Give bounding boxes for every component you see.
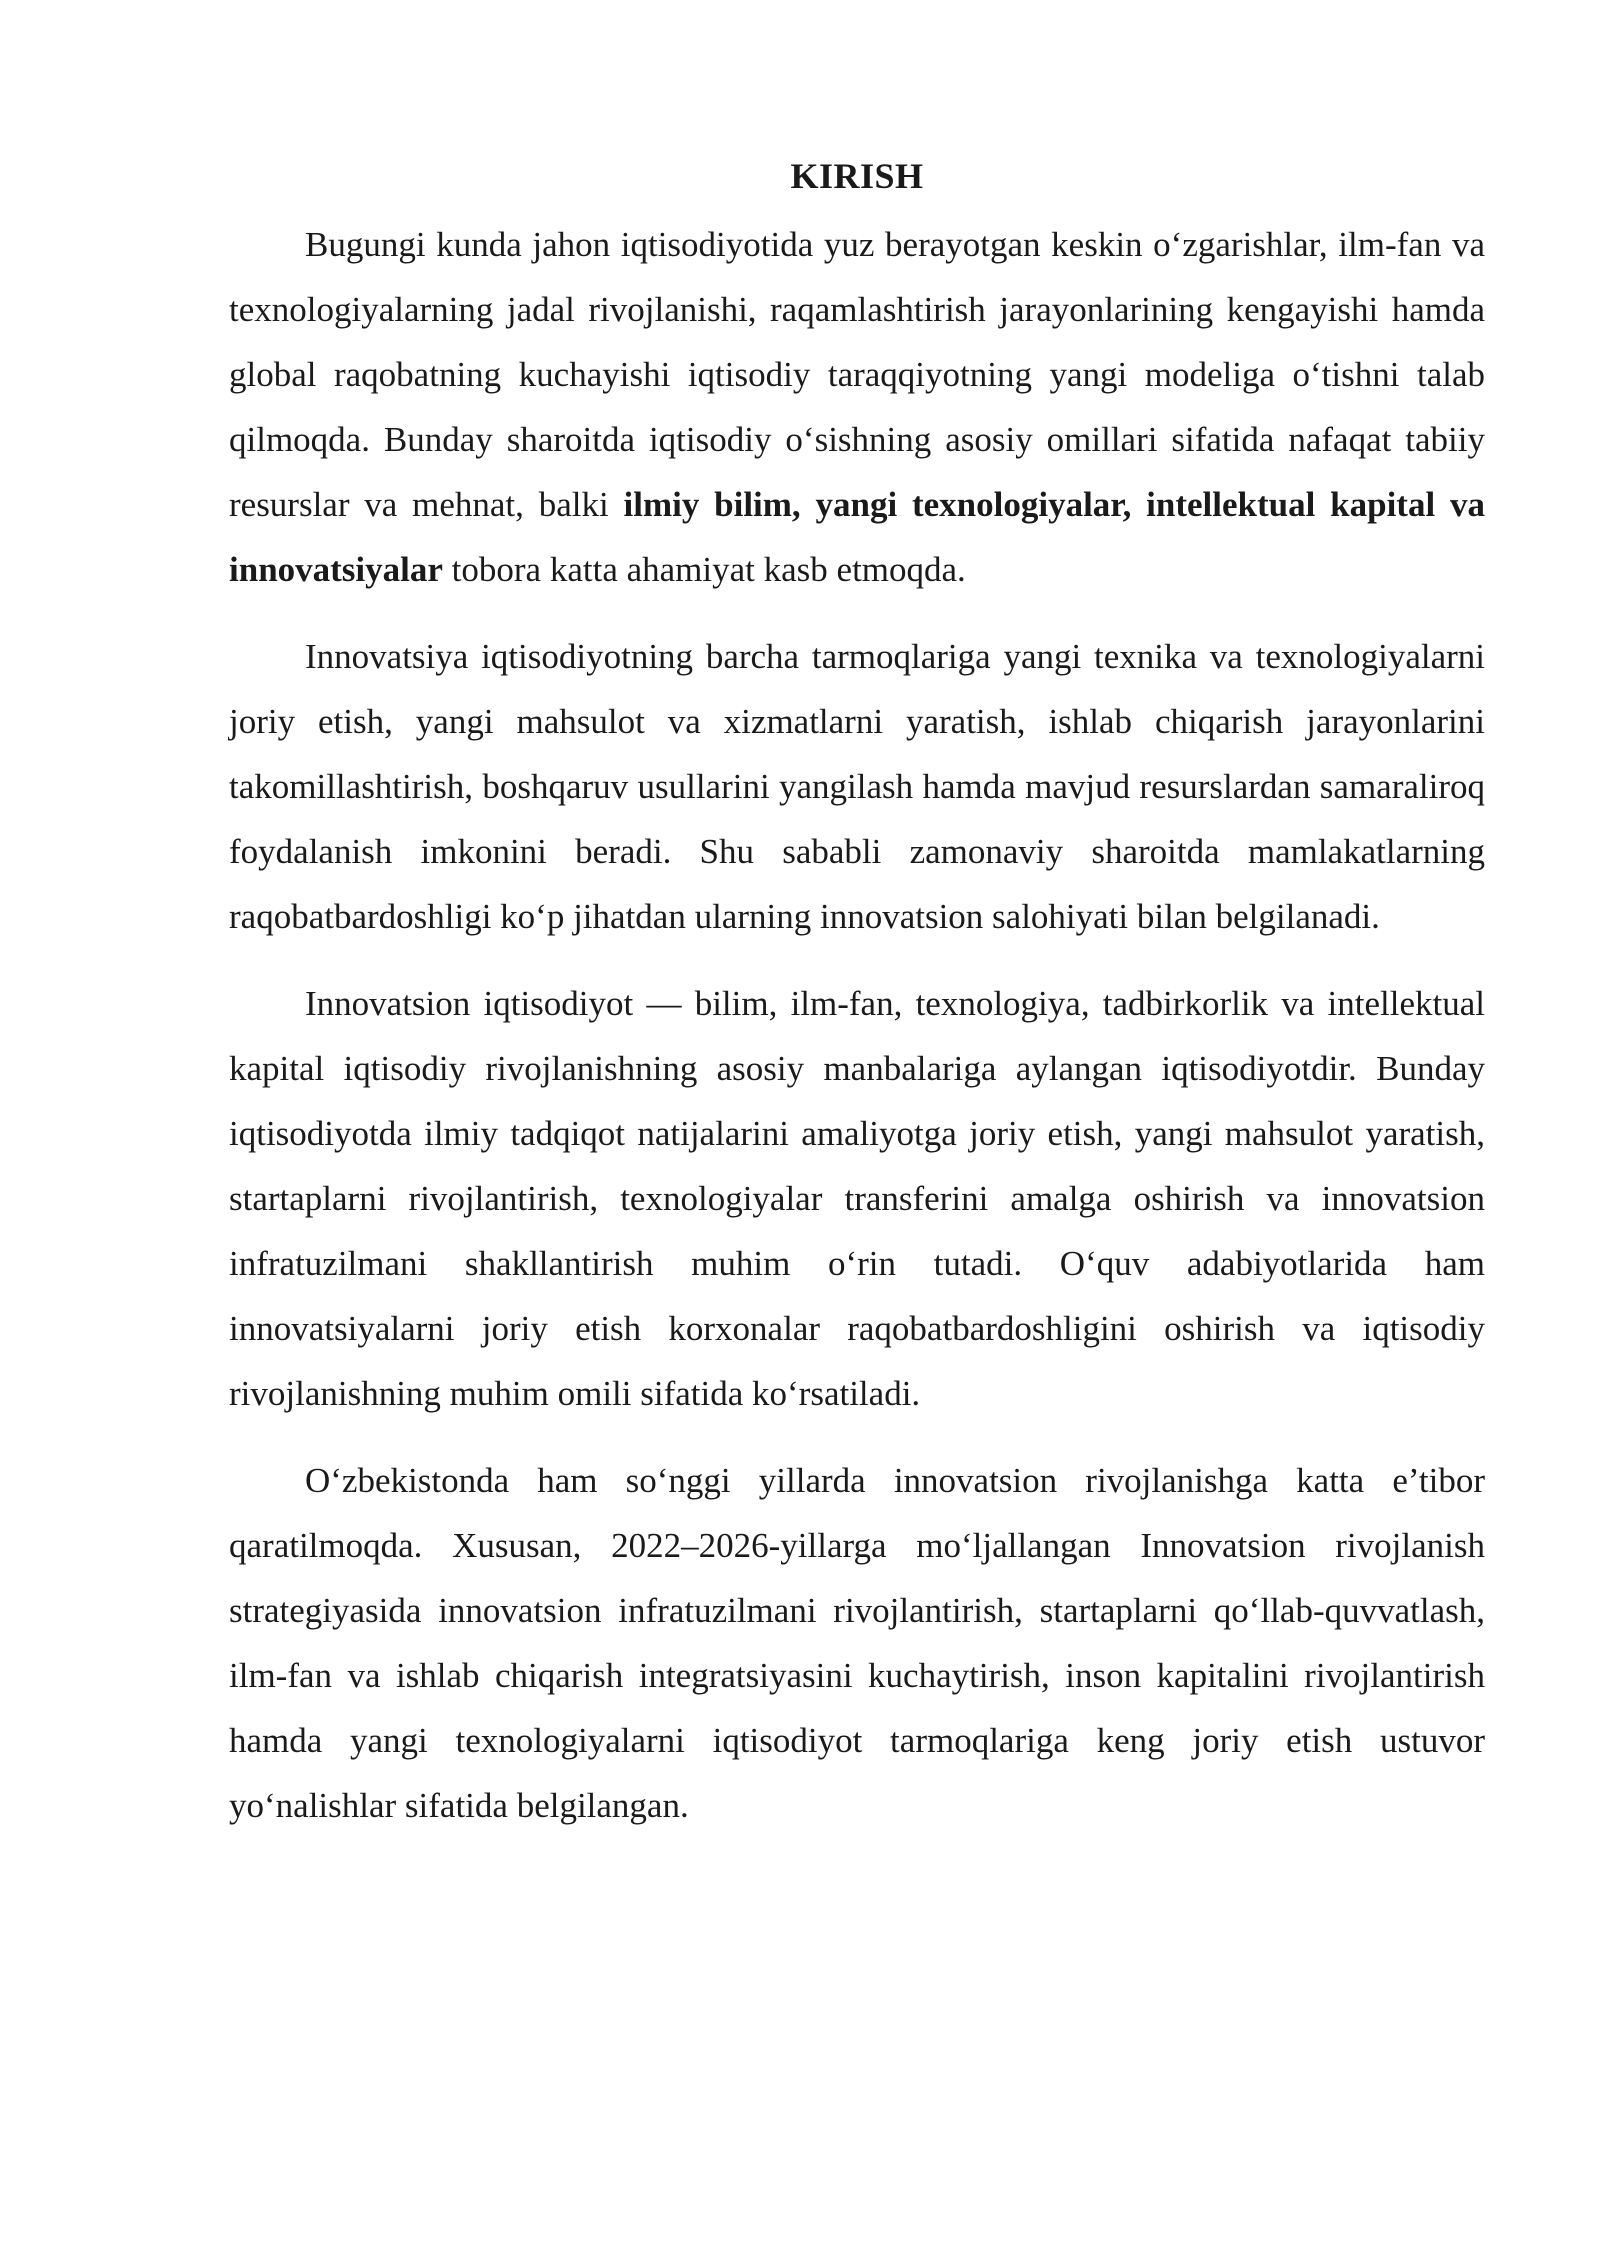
paragraph-1-text-a: Bugungi kunda jahon iqtisodiyotida yuz berayotgan keskin o‘zgarishlar, ilm-fan va texnologiyalarning jadal rivojlanishi, raqamlashtirish jarayonlarining kengayishi hamda global raqobatning kuchayishi iqtisodiy taraqqiyotning yangi modeliga o‘tishni talab qilmoqda. Bunday sharoitda iqtisodiy o‘sishning asosiy omillari sifatida nafaqat tabiiy resurslar va mehnat, balki — [229, 225, 1485, 524]
paragraph-4 — [229, 1448, 1485, 1838]
paragraph-1-bold-phrase: ilmiy bilim, yangi texnologiyalar, intellektual kapital va innovatsiyalar — [229, 485, 1485, 589]
section-heading: KIRISH — [790, 156, 924, 196]
paragraph-1-text-b: tobora katta ahamiyat kasb etmoqda. — [442, 550, 966, 589]
paragraph-2 — [229, 624, 1485, 949]
paragraph-4-text: O‘zbekistonda ham so‘nggi yillarda innovatsion rivojlanishga katta e’tibor qaratilmoqda. Xususan, 2022–2026-yillarga mo‘ljallangan Innovatsion rivojlanish strategiyasida innovatsion infratuzilmani rivojlantirish, startaplarni qo‘llab-quvvatlash, ilm-fan va ishlab chiqarish integratsiyasini kuchaytirish, inson kapitalini rivojlantirish hamda yangi texnologiyalarni iqtisodiyot tarmoqlariga keng joriy etish ustuvor yo‘nalishlar sifatida belgilangan. — [229, 1461, 1485, 1825]
paragraph-1 — [229, 212, 1485, 602]
paragraph-3-text: Innovatsion iqtisodiyot — bilim, ilm-fan, texnologiya, tadbirkorlik va intellektual kapital iqtisodiy rivojlanishning asosiy manbalariga aylangan iqtisodiyotdir. Bunday iqtisodiyotda ilmiy tadqiqot natijalarini amaliyotga joriy etish, yangi mahsulot yaratish, startaplarni rivojlantirish, texnologiyalar transferini amalga oshirish va innovatsion infratuzilmani shakllantirish muhim o‘rin tutadi. O‘quv adabiyotlarida ham innovatsiyalarni joriy etish korxonalar raqobatbardoshligini oshirish va iqtisodiy rivojlanishning muhim omili sifatida ko‘rsatiladi. — [229, 984, 1485, 1413]
paragraph-3 — [229, 971, 1485, 1426]
document-page — [229, 148, 1485, 1860]
paragraph-2-text: Innovatsiya iqtisodiyotning barcha tarmoqlariga yangi texnika va texnologiyalarni joriy etish, yangi mahsulot va xizmatlarni yaratish, ishlab chiqarish jarayonlarini takomillashtirish, boshqaruv usullarini yangilash hamda mavjud resurslardan samaraliroq foydalanish imkonini beradi. Shu sababli zamonaviy sharoitda mamlakatlarning raqobatbardoshligi ko‘p jihatdan ularning innovatsion salohiyati bilan belgilanadi. — [229, 637, 1485, 936]
